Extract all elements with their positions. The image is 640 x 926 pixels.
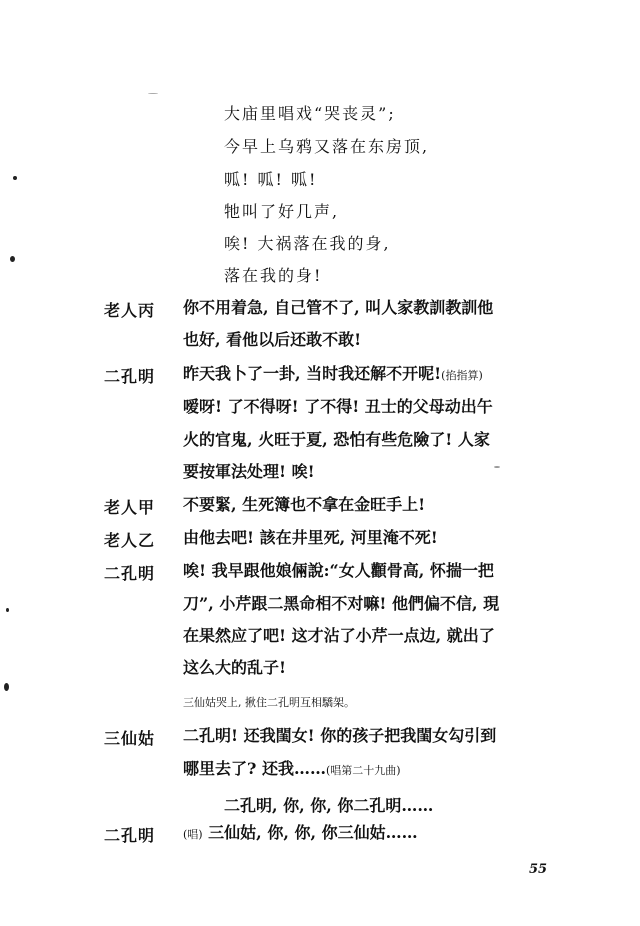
speck-mark: [494, 466, 500, 468]
speck-mark: [10, 256, 15, 262]
page-number: 55: [529, 862, 548, 877]
speaker-name: 老人甲: [104, 498, 156, 517]
dialogue-line: 二孔明! 还我閨女! 你的孩子把我閨女勾引到: [183, 726, 497, 745]
verse-line: 大庙里唱戏“哭丧灵”;: [224, 104, 396, 123]
verse-line: 牠叫了好几声,: [224, 202, 340, 221]
speck-mark: [6, 608, 9, 612]
dialogue-line: [183, 825, 418, 841]
stage-note: (唱第二十九曲): [325, 764, 401, 777]
dialogue-line: [183, 761, 401, 777]
dialogue-line: 唉! 我早跟他娘倆說:“女人顴骨高, 怀揣一把: [183, 561, 494, 580]
stage-note: (掐指算): [441, 369, 483, 382]
verse-line: 落在我的身!: [224, 266, 323, 285]
speaker-name: 老人丙: [104, 301, 156, 320]
dialogue-line: 要按軍法处理! 唉!: [183, 462, 315, 481]
speaker-name: 二孔明: [104, 564, 156, 583]
speaker-name: 三仙姑: [104, 729, 156, 748]
dialogue-line: 由他去吧! 該在井里死, 河里淹不死!: [183, 528, 438, 547]
dialogue-text: 三仙姑, 你, 你, 你三仙姑……: [208, 823, 418, 842]
speaker-name: 二孔明: [104, 367, 156, 386]
verse-line: 今早上乌鸦又落在东房顶,: [224, 137, 430, 156]
speck-mark: [4, 683, 9, 691]
stage-direction: 三仙姑哭上, 揪住二孔明互相驕架。: [183, 696, 355, 709]
speck-mark: [13, 176, 17, 180]
dialogue-line: 也好, 看他以后还敢不敢!: [183, 330, 362, 349]
dialogue-line: [183, 366, 483, 382]
song-line: 二孔明, 你, 你, 你二孔明……: [224, 796, 434, 815]
dialogue-line: 在果然应了吧! 这才沾了小芹一点边, 就出了: [183, 626, 495, 645]
dialogue-line: 嗳呀! 了不得呀! 了不得! 丑士的父母动出午: [183, 397, 493, 416]
speaker-name: 二孔明: [104, 826, 156, 845]
speck-mark: [148, 93, 158, 94]
dialogue-line: 你不用着急, 自己管不了, 叫人家教訓教訓他: [183, 298, 494, 317]
dialogue-text: 哪里去了? 还我……: [183, 759, 326, 778]
dialogue-line: 这么大的乱子!: [183, 658, 287, 677]
verse-line: 唉! 大祸落在我的身,: [224, 234, 391, 253]
stage-note: (唱): [183, 828, 203, 841]
dialogue-line: 刀”, 小芹跟二黑命相不对嘛! 他們偏不信, 現: [183, 594, 500, 613]
verse-line: 呱! 呱! 呱!: [224, 170, 318, 189]
speaker-name: 老人乙: [104, 531, 156, 550]
dialogue-line: 火的官鬼, 火旺于夏, 恐怕有些危險了! 人家: [183, 430, 490, 449]
dialogue-text: 昨天我卜了一卦, 当时我还解不开呢!: [183, 364, 442, 383]
dialogue-line: 不要緊, 生死簿也不拿在金旺手上!: [183, 495, 426, 514]
